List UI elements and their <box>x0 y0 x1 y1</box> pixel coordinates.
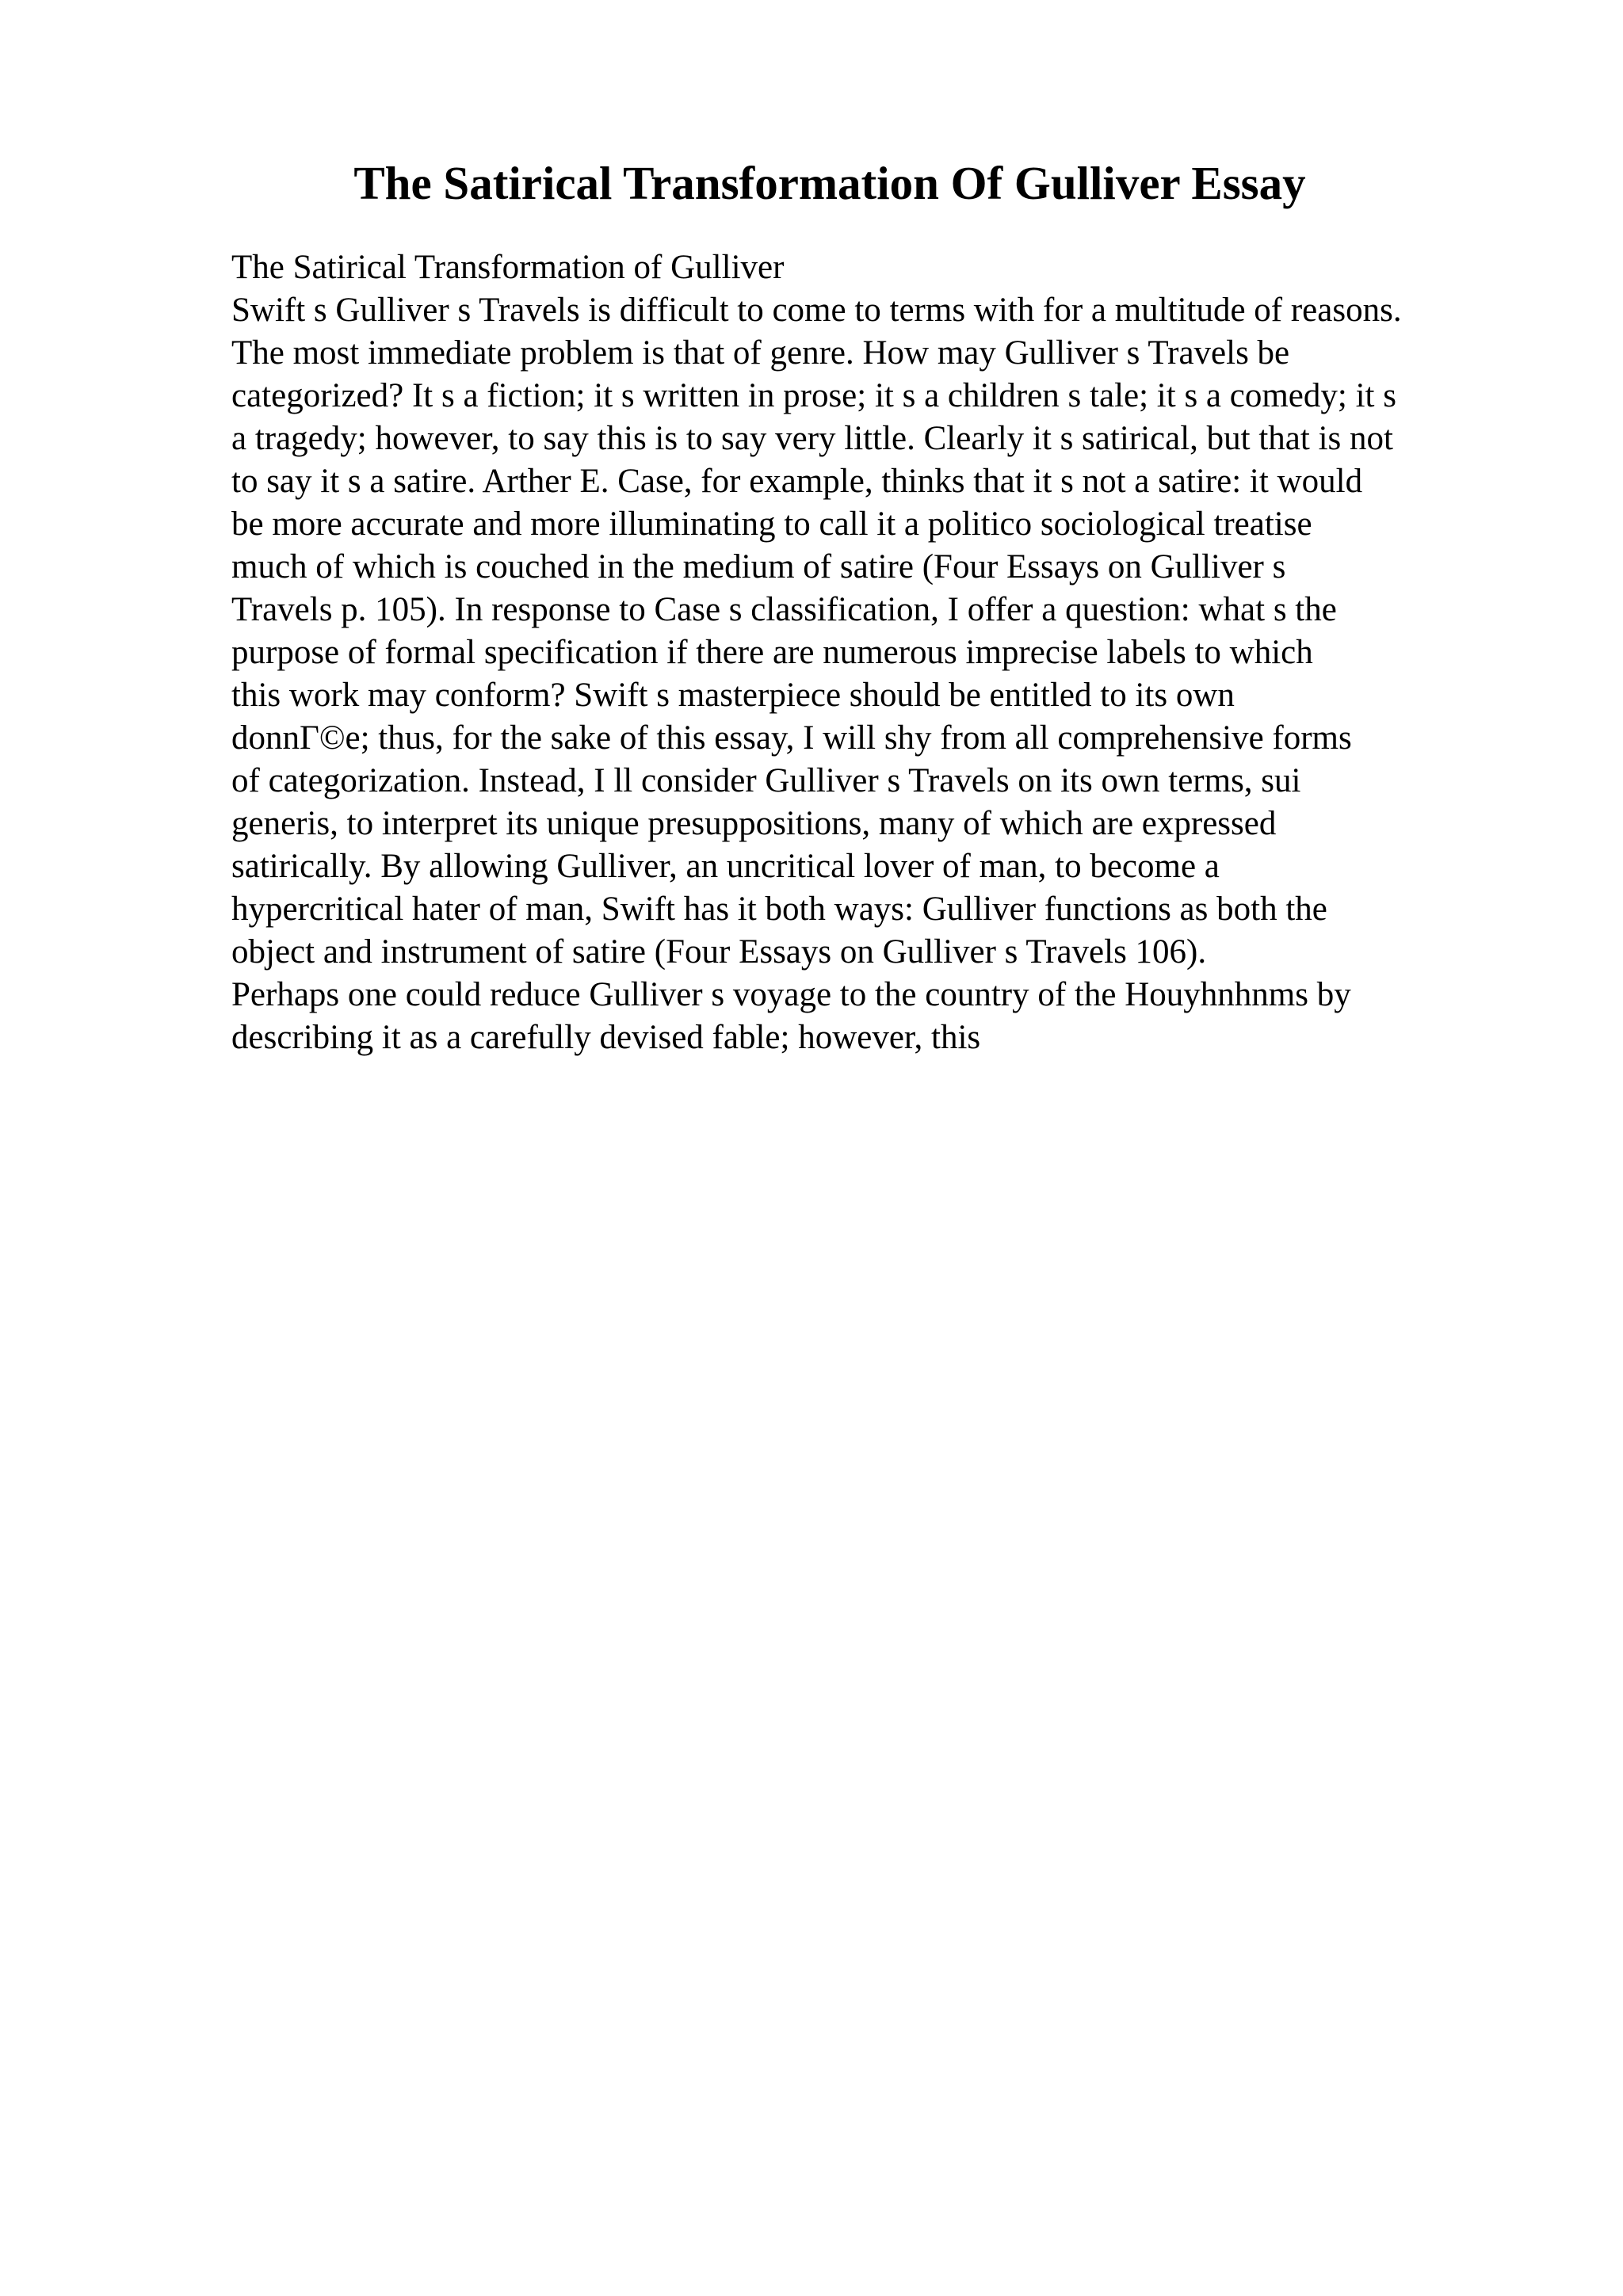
text-line: satirically. By allowing Gulliver, an uncritical lover of man, to become a <box>231 848 1220 885</box>
text-line: categorized? It s a fiction; it s written in prose; it s a children s tale; it s a comedy; it s <box>231 377 1396 414</box>
text-line: Swift s Gulliver s Travels is difficult to come to terms with for a multitude of reasons. <box>231 292 1402 329</box>
text-line: of categorization. Instead, I ll consider Gulliver s Travels on its own terms, sui <box>231 762 1301 799</box>
text-line: describing it as a carefully devised fable; however, this <box>231 1019 981 1056</box>
text-line: to say it s a satire. Arther E. Case, for example, thinks that it s not a satire: it would <box>231 463 1363 500</box>
text-line: generis, to interpret its unique presuppositions, many of which are expressed <box>231 805 1277 842</box>
essay-body <box>231 246 1515 1059</box>
text-line: hypercritical hater of man, Swift has it both ways: Gulliver functions as both the <box>231 891 1327 928</box>
text-line: this work may conform? Swift s masterpiece should be entitled to its own <box>231 677 1235 714</box>
text-line: Perhaps one could reduce Gulliver s voyage to the country of the Houyhnhnms by <box>231 976 1351 1013</box>
text-line: much of which is couched in the medium of satire (Four Essays on Gulliver s <box>231 548 1286 585</box>
text-line: The most immediate problem is that of genre. How may Gulliver s Travels be <box>231 334 1290 372</box>
text-line: The Satirical Transformation of Gulliver <box>231 249 785 286</box>
text-line: a tragedy; however, to say this is to say very little. Clearly it s satirical, but that is not <box>231 420 1393 457</box>
text-line: object and instrument of satire (Four Essays on Gulliver s Travels 106). <box>231 933 1207 971</box>
text-line: be more accurate and more illuminating to call it a politico sociological treatise <box>231 505 1312 543</box>
document-title: The Satirical Transformation Of Gulliver Essay <box>353 157 1306 209</box>
text-line: purpose of formal specification if there are numerous imprecise labels to which <box>231 634 1313 671</box>
text-line: Travels p. 105). In response to Case s classification, I offer a question: what s the <box>231 591 1337 628</box>
text-line: donnГ©e; thus, for the sake of this essay, I will shy from all comprehensive forms <box>231 719 1352 757</box>
